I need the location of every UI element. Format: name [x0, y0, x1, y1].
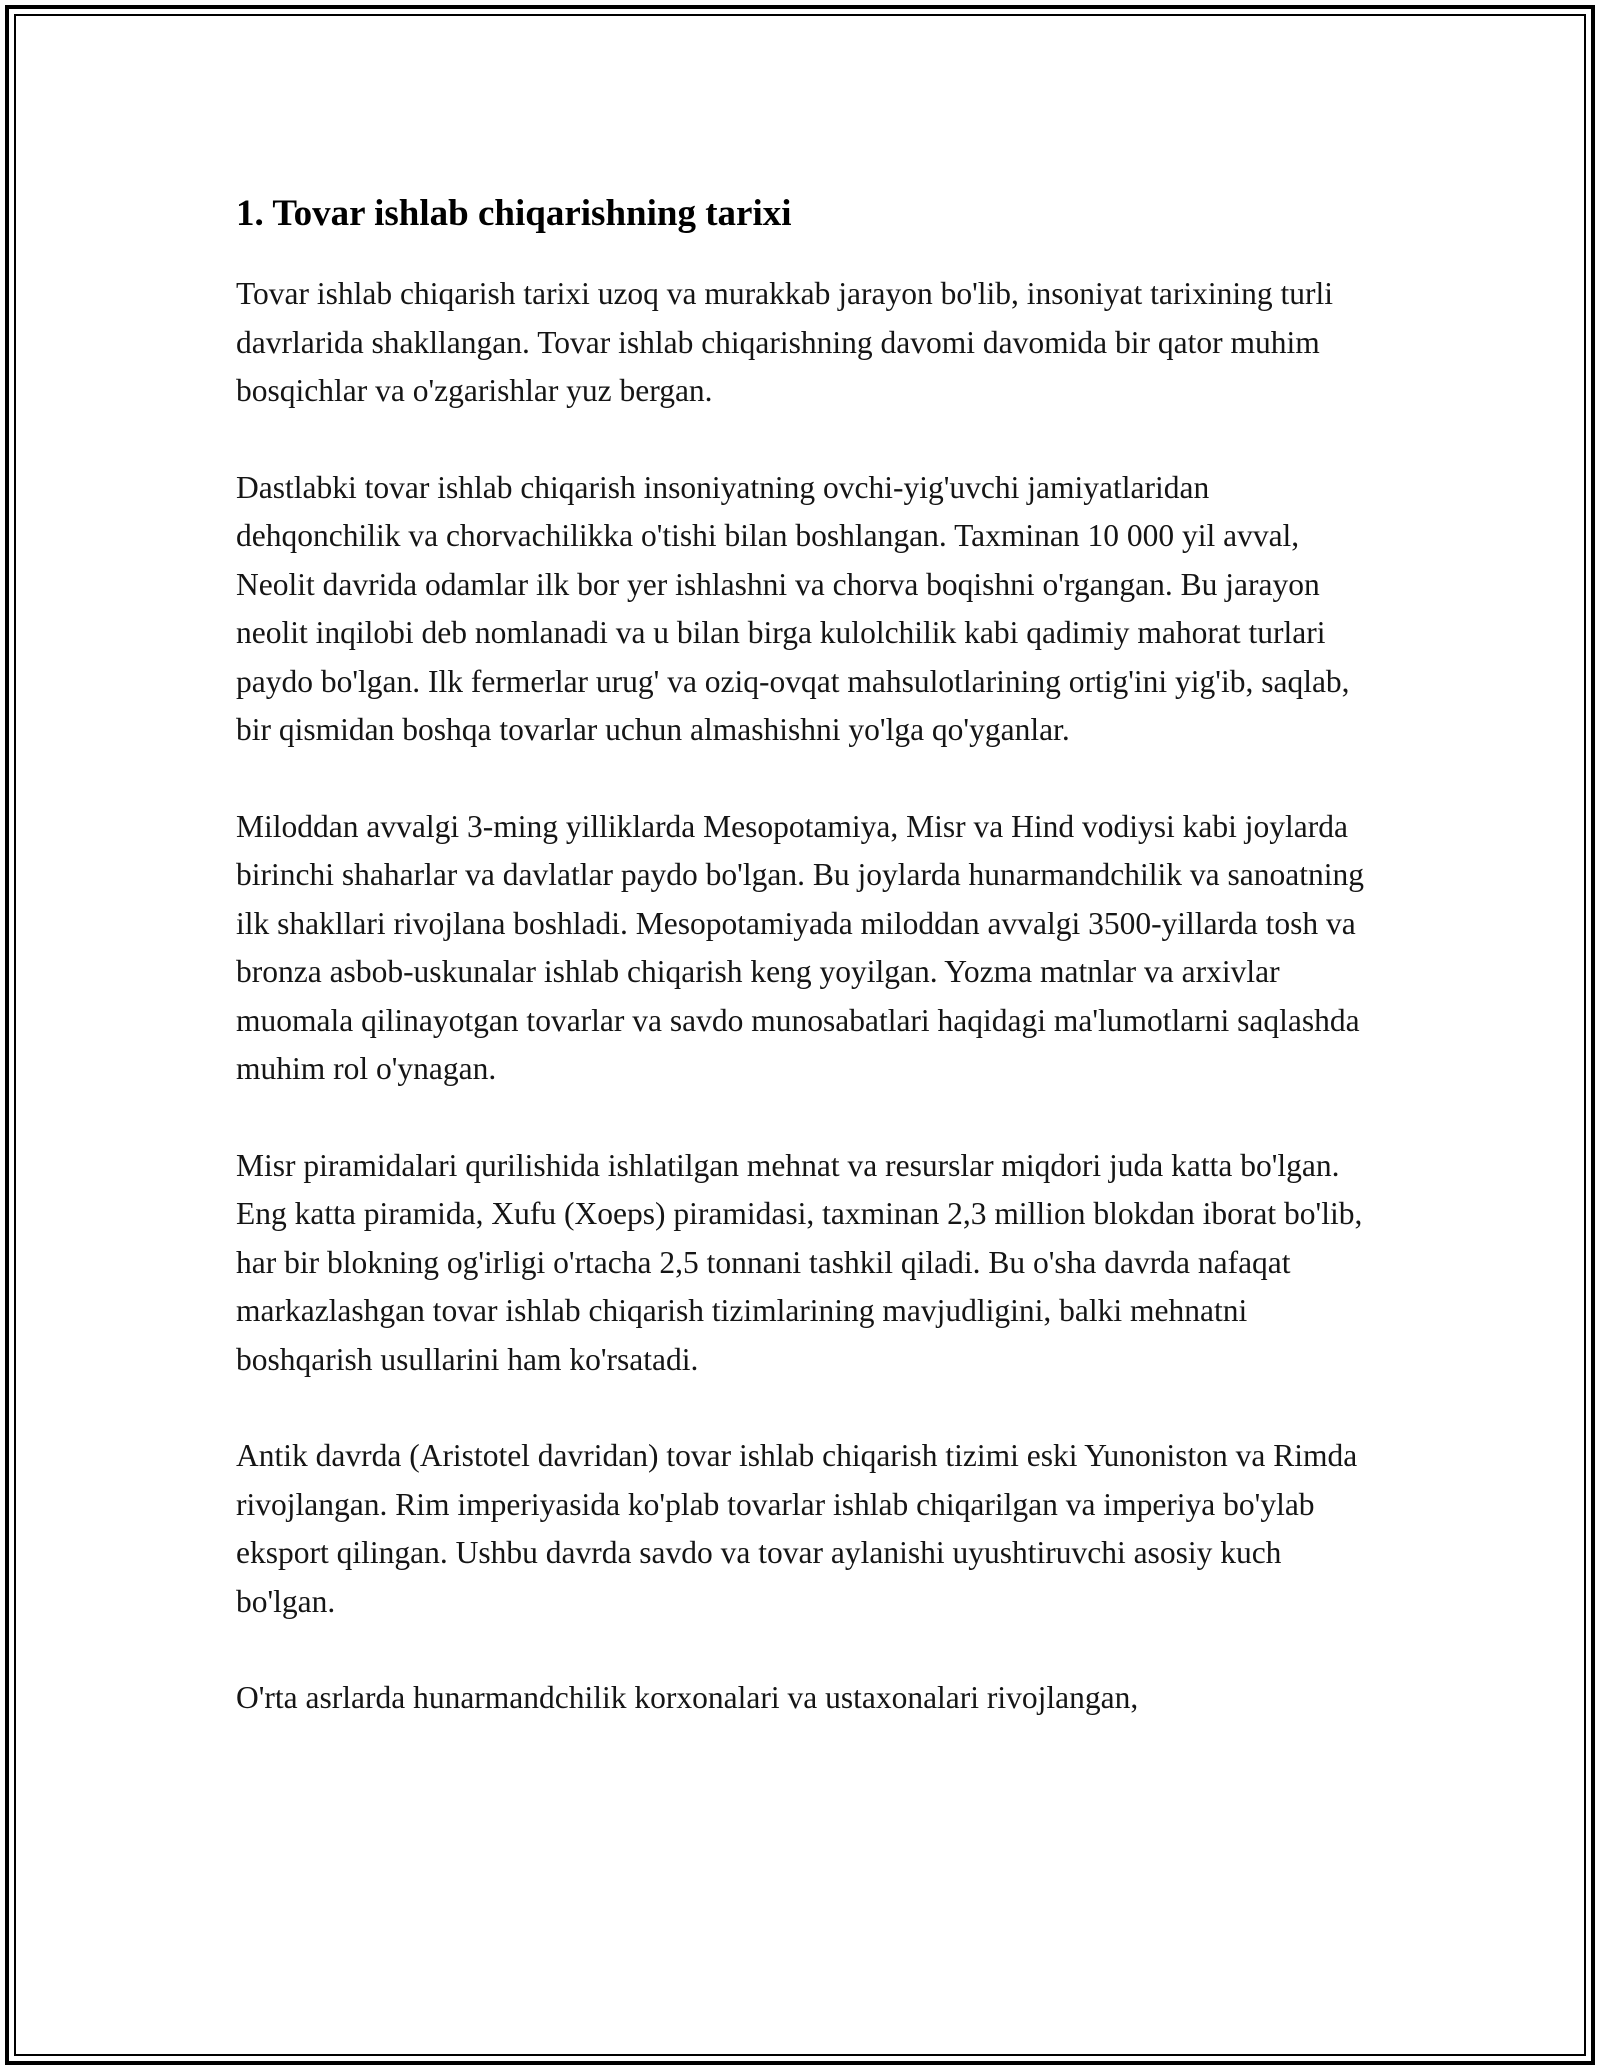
- paragraph-antiquity: Antik davrda (Aristotel davridan) tovar ishlab chiqarish tizimi eski Yunoniston va Rimda rivojlangan. Rim imperiyasida ko'plab tovarlar ishlab chiqarilgan va imperiya bo'ylab eksport qilingan. Ushbu davrda savdo va tovar aylanishi uyushtiruvchi asosiy kuch bo'lgan.: [236, 1438, 1358, 1619]
- paragraph-neolithic: Dastlabki tovar ishlab chiqarish insoniyatning ovchi-yig'uvchi jamiyatlaridan dehqonchilik va chorvachilikka o'tishi bilan boshlangan. Taxminan 10 000 yil avval, Neolit davrida odamlar ilk bor yer ishlashni va chorva boqishni o'rgangan. Bu jarayon neolit inqilobi deb nomlanadi va u bilan birga kulolchilik kabi qadimiy mahorat turlari paydo bo'lgan. Ilk fermerlar urug' va oziq-ovqat mahsulotlarining ortig'ini yig'ib, saqlab, bir qismidan boshqa tovarlar uchun almashishni yo'lga qo'yganlar.: [236, 469, 1350, 747]
- paragraph-pyramids: Misr piramidalari qurilishida ishlatilgan mehnat va resurslar miqdori juda katta bo'lgan. Eng katta piramida, Xufu (Xoeps) piramidasi, taxminan 2,3 million blokdan iborat bo'lib, har bir blokning og'irligi o'rtacha 2,5 tonnani tashkil qiladi. Bu o'sha davrda nafaqat markazlashgan tovar ishlab chiqarish tizimlarining mavjudligini, balki mehnatni boshqarish usullarini ham ko'rsatadi.: [236, 1147, 1363, 1377]
- paragraph-first-cities: Miloddan avvalgi 3-ming yilliklarda Mesopotamiya, Misr va Hind vodiysi kabi joylarda birinchi shaharlar va davlatlar paydo bo'lgan. Bu joylarda hunarmandchilik va sanoatning ilk shakllari rivojlana boshladi. Mesopotamiyada miloddan avvalgi 3500-yillarda tosh va bronza asbob-uskunalar ishlab chiqarish keng yoyilgan. Yozma matnlar va arxivlar muomala qilinayotgan tovarlar va savdo munosabatlari haqidagi ma'lumotlarni saqlashda muhim rol o'ynagan.: [236, 808, 1364, 1086]
- section-heading: 1. Tovar ishlab chiqarishning tarixi: [236, 193, 792, 234]
- paragraph-intro: Tovar ishlab chiqarish tarixi uzoq va murakkab jarayon bo'lib, insoniyat tarixining turli davrlarida shakllangan. Tovar ishlab chiqarishning davomi davomida bir qator muhim bosqichlar va o'zgarishlar yuz bergan.: [236, 276, 1333, 408]
- paragraph-middle-ages: O'rta asrlarda hunarmandchilik korxonalari va ustaxonalari rivojlangan,: [236, 1680, 1139, 1715]
- document-body: [236, 186, 1366, 1771]
